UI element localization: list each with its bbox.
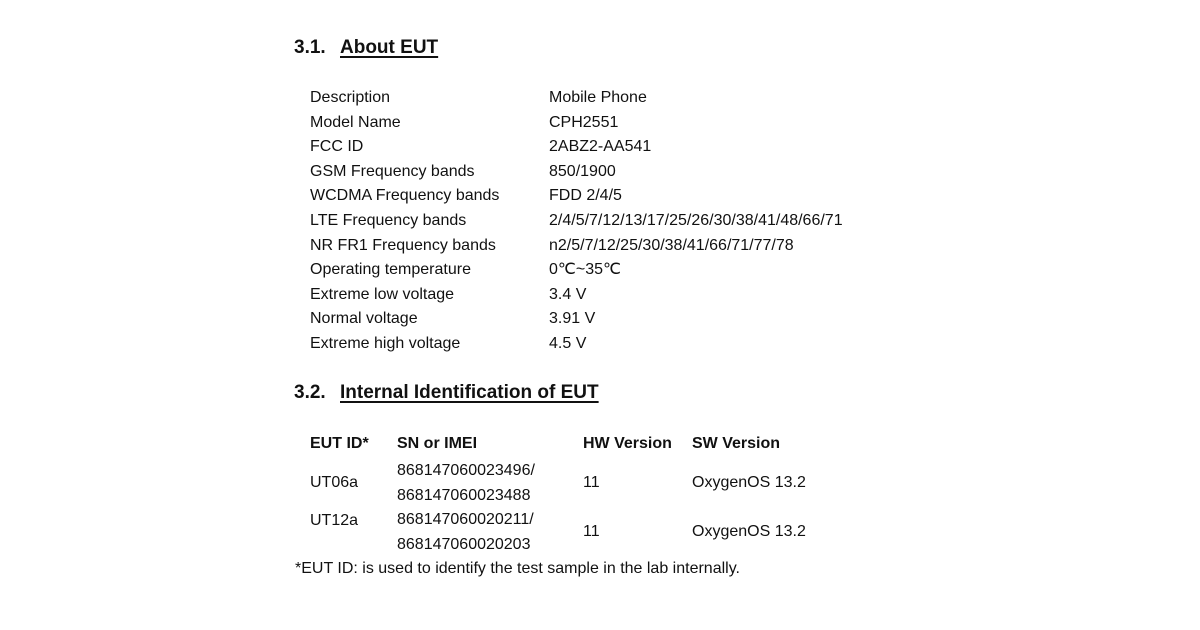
row-label: LTE Frequency bands xyxy=(310,211,467,229)
eut-id-cell: UT12a xyxy=(310,512,359,529)
table-row xyxy=(0,508,1200,558)
row-value: 850/1900 xyxy=(549,162,616,180)
row-label: FCC ID xyxy=(310,138,364,156)
header-hw-version: HW Version xyxy=(583,435,672,452)
header-sn-imei: SN or IMEI xyxy=(397,435,478,452)
section-heading-internal-identification xyxy=(294,382,599,404)
sn-line: 868147060020203 xyxy=(397,535,531,553)
sw-cell: OxygenOS 13.2 xyxy=(692,474,806,491)
row-value: 0℃~35℃ xyxy=(549,261,621,279)
sn-cell xyxy=(397,508,534,557)
row-label: GSM Frequency bands xyxy=(310,162,475,180)
row-value: 2/4/5/7/12/13/17/25/26/30/38/41/48/66/71 xyxy=(549,211,843,229)
hw-cell: 11 xyxy=(583,523,600,540)
table-row xyxy=(310,260,843,285)
row-label: Description xyxy=(310,89,391,106)
table-row xyxy=(310,211,843,236)
sn-line: 868147060020211/ xyxy=(397,511,534,528)
section-title: Internal Identification of EUT xyxy=(340,382,599,403)
row-value: n2/5/7/12/25/30/38/41/66/71/77/78 xyxy=(549,236,794,254)
row-label: Extreme high voltage xyxy=(310,334,461,352)
row-value: 3.4 V xyxy=(549,285,587,303)
row-label: WCDMA Frequency bands xyxy=(310,187,500,205)
row-value: Mobile Phone xyxy=(549,89,647,106)
sn-line: 868147060023488 xyxy=(397,486,531,504)
section-title: About EUT xyxy=(340,37,439,58)
row-label: Normal voltage xyxy=(310,310,418,328)
row-value: 3.91 V xyxy=(549,310,596,328)
table-row xyxy=(310,236,843,261)
table-row xyxy=(310,309,843,334)
hw-cell: 11 xyxy=(583,474,600,491)
row-value: FDD 2/4/5 xyxy=(549,187,622,205)
sn-line: 868147060023496/ xyxy=(397,462,535,479)
table-row xyxy=(310,88,843,113)
table-row xyxy=(0,459,1200,509)
row-label: Extreme low voltage xyxy=(310,285,455,303)
header-sw-version: SW Version xyxy=(692,435,781,452)
footnote: *EUT ID: is used to identify the test sample in the lab internally. xyxy=(295,560,740,577)
row-value: 2ABZ2-AA541 xyxy=(549,138,652,156)
row-value: 4.5 V xyxy=(549,334,587,352)
eut-id-cell: UT06a xyxy=(310,474,359,491)
header-eut-id: EUT ID* xyxy=(310,435,369,452)
row-label: Model Name xyxy=(310,113,401,131)
about-eut-table xyxy=(310,88,843,359)
section-heading-about-eut xyxy=(294,37,438,59)
table-row xyxy=(310,334,843,359)
row-label: NR FR1 Frequency bands xyxy=(310,236,496,254)
sn-cell xyxy=(397,459,535,508)
section-number: 3.1. xyxy=(294,37,326,58)
row-value: CPH2551 xyxy=(549,113,619,131)
table-row xyxy=(310,186,843,211)
row-label: Operating temperature xyxy=(310,261,471,279)
table-row xyxy=(310,137,843,162)
table-row xyxy=(310,162,843,187)
sw-cell: OxygenOS 13.2 xyxy=(692,523,806,540)
table-row xyxy=(310,285,843,310)
table-row xyxy=(310,113,843,138)
section-number: 3.2. xyxy=(294,382,326,403)
